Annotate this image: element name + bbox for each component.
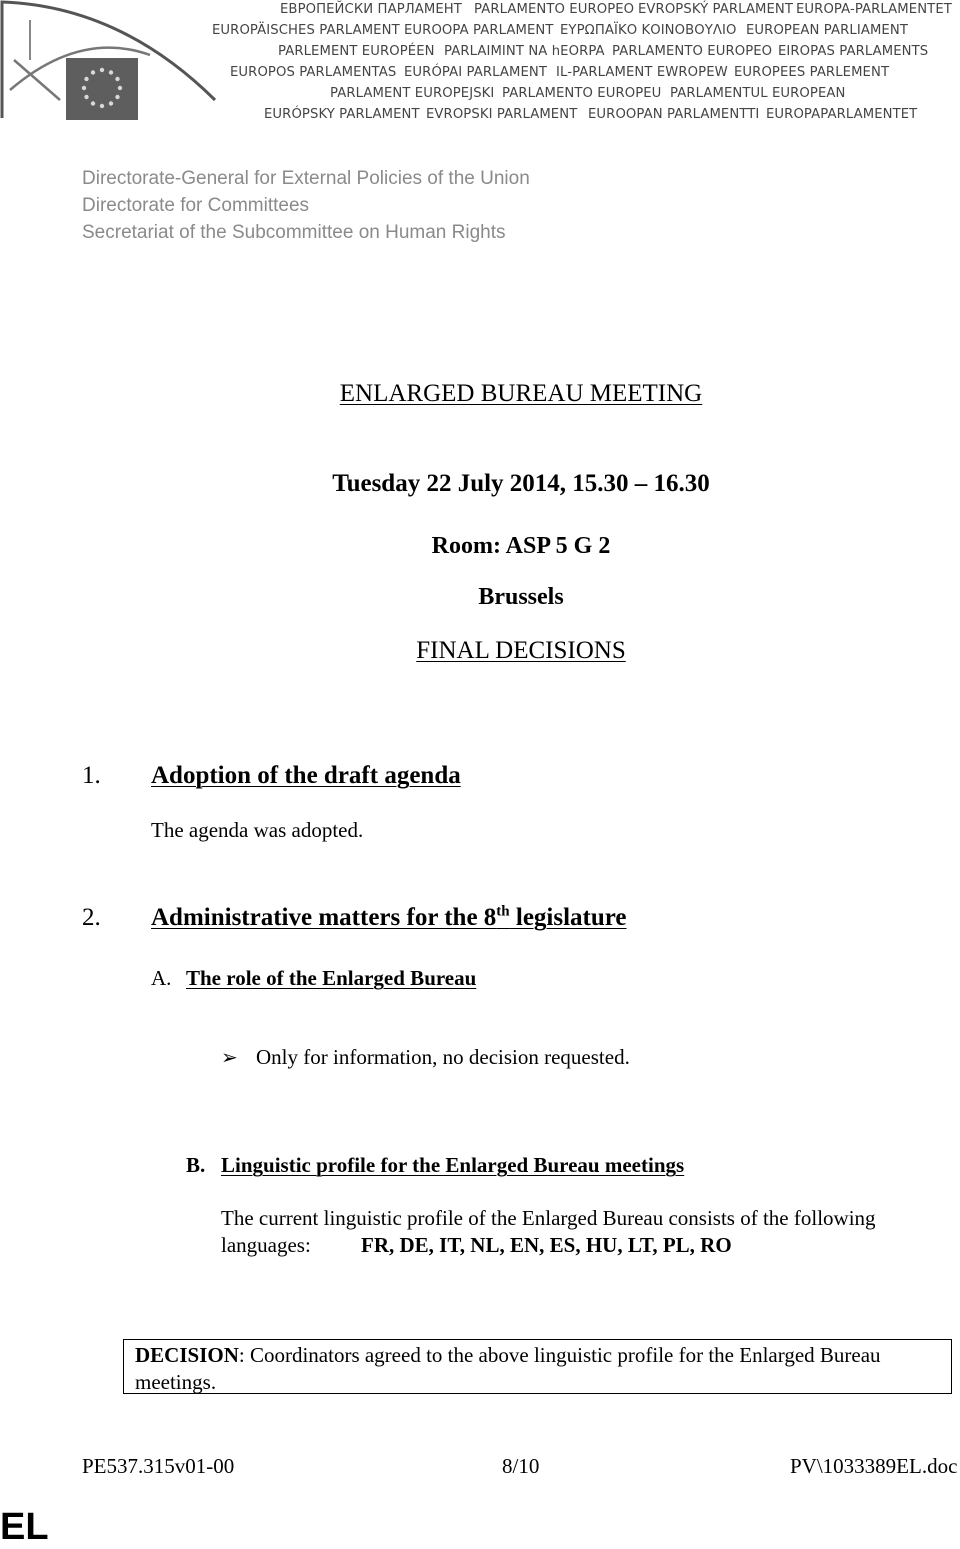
footer-reference: PE537.315v01-00 [82, 1454, 235, 1478]
item-2a-letter: A. [151, 966, 172, 990]
parliament-name: ΕΥΡΩΠΑΪΚΟ ΚΟΙΝΟΒΟΥΛΙΟ [560, 23, 737, 38]
item-2-title-text: Administrative matters for the 8 [151, 904, 497, 931]
footer-document-name: PV\1033389EL.doc [790, 1454, 958, 1478]
decision-text [135, 1342, 945, 1396]
parliament-name: PARLEMENT EUROPÉEN [278, 44, 435, 59]
parliament-name: EUROOPA PARLAMENT [404, 23, 554, 38]
parliament-name: EURÓPAI PARLAMENT [404, 65, 548, 80]
parliament-name: PARLAMENT EUROPEJSKI [330, 86, 495, 101]
meeting-datetime: Tuesday 22 July 2014, 15.30 – 16.30 [332, 470, 710, 497]
parliament-name: EUROOPAN PARLAMENTTI [588, 107, 760, 122]
parliament-name: PARLAMENTO EUROPEO [474, 2, 635, 17]
parliament-names-block [214, 2, 958, 124]
decision-body: : Coordinators agreed to the above linguistic profile for the Enlarged Bureau meetings. [135, 1343, 881, 1394]
item-2a-title: The role of the Enlarged Bureau [186, 966, 477, 990]
parliament-name: EUROPÄISCHES PARLAMENT [212, 23, 400, 38]
parliament-name: EUROPEAN PARLIAMENT [746, 23, 908, 38]
parliament-name: IL-PARLAMENT EWROPEW [556, 65, 728, 80]
names-row [214, 86, 958, 104]
item-2b-body-line1: The current linguistic profile of the Enlarged Bureau consists of the following [221, 1206, 876, 1230]
footer-page-number: 8/10 [502, 1454, 540, 1478]
parliament-name: ЕВРОПЕЙСКИ ПАРЛАМЕНТ [280, 2, 462, 17]
directorate-general-line: Directorate-General for External Policies of the Union [82, 168, 530, 189]
item-2-title-sup: th [496, 903, 510, 920]
meeting-city: Brussels [478, 584, 564, 610]
item-2b-title: Linguistic profile for the Enlarged Bureau meetings [221, 1153, 685, 1177]
european-parliament-logo [0, 0, 220, 122]
meeting-room: Room: ASP 5 G 2 [431, 533, 611, 559]
parliament-name: PARLAMENTO EUROPEO [612, 44, 773, 59]
arrow-bullet-icon: ➢ [221, 1045, 238, 1069]
directorate-line: Directorate for Committees [82, 195, 310, 216]
names-row [214, 44, 958, 62]
names-row [214, 2, 958, 20]
item-1-title: Adoption of the draft agenda [151, 762, 461, 789]
footer-language-code: EL [0, 1506, 49, 1548]
item-2b-languages-list: FR, DE, IT, NL, EN, ES, HU, LT, PL, RO [361, 1233, 732, 1257]
names-row [214, 23, 958, 41]
parliament-name: EVROPSKI PARLAMENT [426, 107, 578, 122]
names-row [214, 107, 958, 125]
names-row [214, 65, 958, 83]
parliament-name: EUROPEES PARLEMENT [734, 65, 890, 80]
meeting-title: ENLARGED BUREAU MEETING [339, 380, 703, 407]
secretariat-line: Secretariat of the Subcommittee on Human Rights [82, 222, 506, 243]
logo-emblem-icon [0, 0, 220, 122]
parliament-name: EURÓPSKY PARLAMENT [264, 107, 420, 122]
parliament-name: EIROPAS PARLAMENTS [778, 44, 929, 59]
item-2-title-tail: legislature [509, 904, 627, 931]
parliament-name: PARLAMENTUL EUROPEAN [670, 86, 846, 101]
item-2b-languages-label: languages: [221, 1233, 311, 1257]
item-2b-letter: B. [186, 1153, 206, 1177]
final-decisions-heading: FINAL DECISIONS [416, 637, 626, 664]
item-1-body: The agenda was adopted. [151, 818, 364, 842]
parliament-name: PARLAIMINT NA hEORPA [444, 44, 605, 59]
item-2a-bullet: Only for information, no decision requested. [256, 1045, 630, 1069]
parliament-name: EVROPSKÝ PARLAMENT [638, 2, 794, 17]
item-1-number: 1. [82, 762, 101, 789]
parliament-name: EUROPA-PARLAMENTET [796, 2, 952, 17]
decision-box [123, 1339, 952, 1394]
item-2-number: 2. [82, 904, 101, 931]
item-2-title [151, 904, 627, 932]
decision-label: DECISION [135, 1343, 239, 1367]
parliament-name: EUROPOS PARLAMENTAS [230, 65, 397, 80]
parliament-name: EUROPAPARLAMENTET [766, 107, 918, 122]
parliament-name: PARLAMENTO EUROPEU [502, 86, 662, 101]
